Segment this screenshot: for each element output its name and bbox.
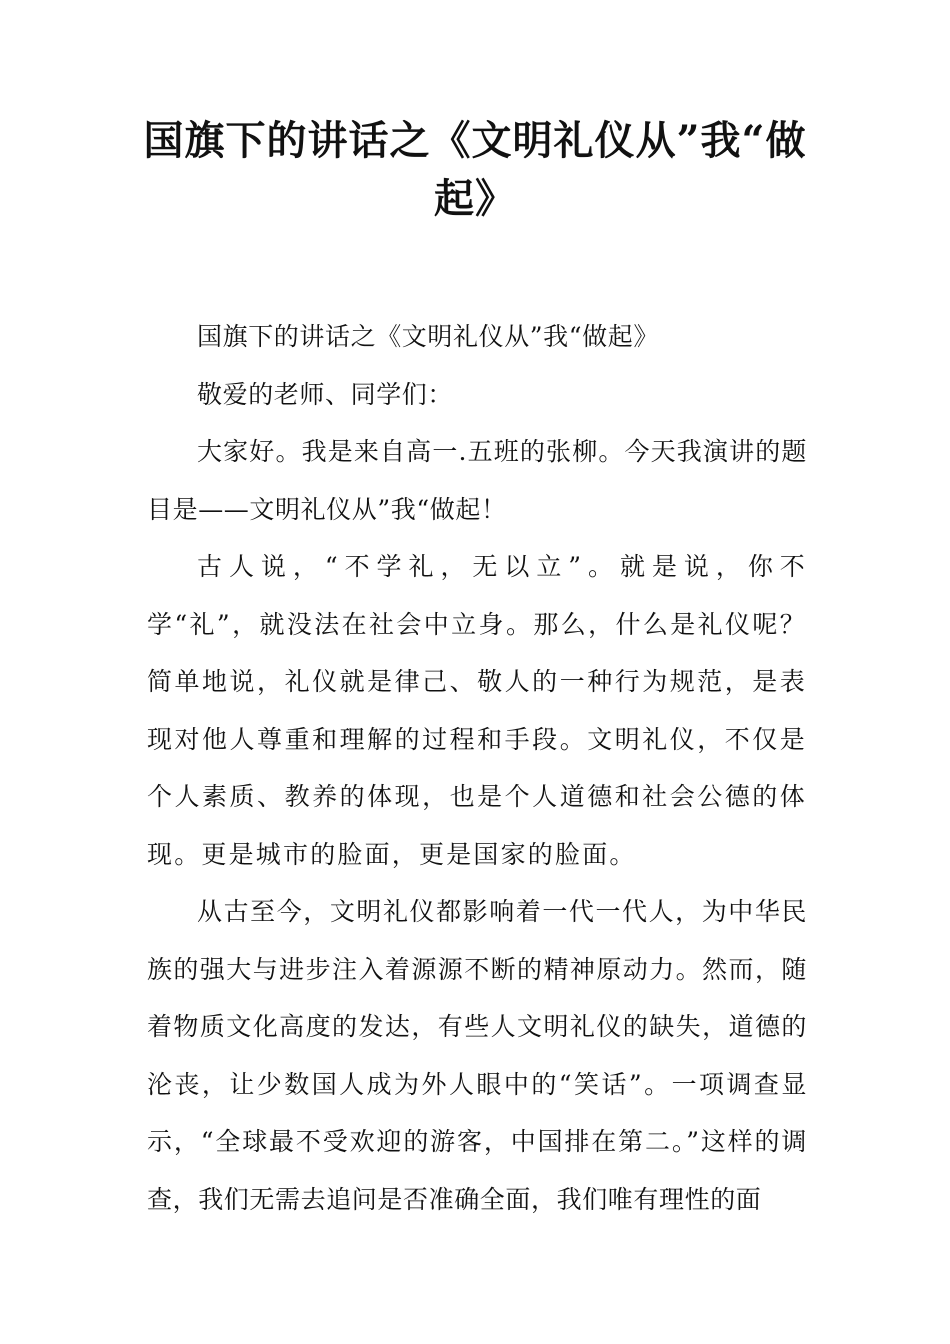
document-body bbox=[147, 308, 807, 1228]
paragraph-etiquette-definition: 古人说，“不学礼，无以立”。就是说，你不学“礼”，就没法在社会中立身。那么，什么是礼仪呢？简单地说，礼仪就是律己、敬人的一种行为规范，是表现对他人尊重和理解的过程和手段。文明礼仪，不仅是个人素质、教养的体现，也是个人道德和社会公德的体现。更是城市的脸面，更是国家的脸面。 bbox=[147, 552, 807, 869]
paragraph-salutation: 敬爱的老师、同学们： bbox=[197, 379, 454, 409]
paragraph-etiquette-history: 从古至今，文明礼仪都影响着一代一代人，为中华民族的强大与进步注入着源源不断的精神原动力。然而，随着物质文化高度的发达，有些人文明礼仪的缺失，道德的沦丧，让少数国人成为外人眼中的“笑话”。一项调查显示，“全球最不受欢迎的游客，中国排在第二。”这样的调查，我们无需去追问是否准确全面，我们唯有理性的面 bbox=[147, 897, 807, 1214]
paragraph-heading-repeat: 国旗下的讲话之《文明礼仪从”我“做起》 bbox=[197, 322, 659, 351]
document-title: 国旗下的讲话之《文明礼仪从”我“做起》 bbox=[143, 117, 807, 222]
paragraph-greeting: 大家好。我是来自高一.五班的张柳。今天我演讲的题目是——文明礼仪从”我“做起！ bbox=[147, 437, 807, 524]
